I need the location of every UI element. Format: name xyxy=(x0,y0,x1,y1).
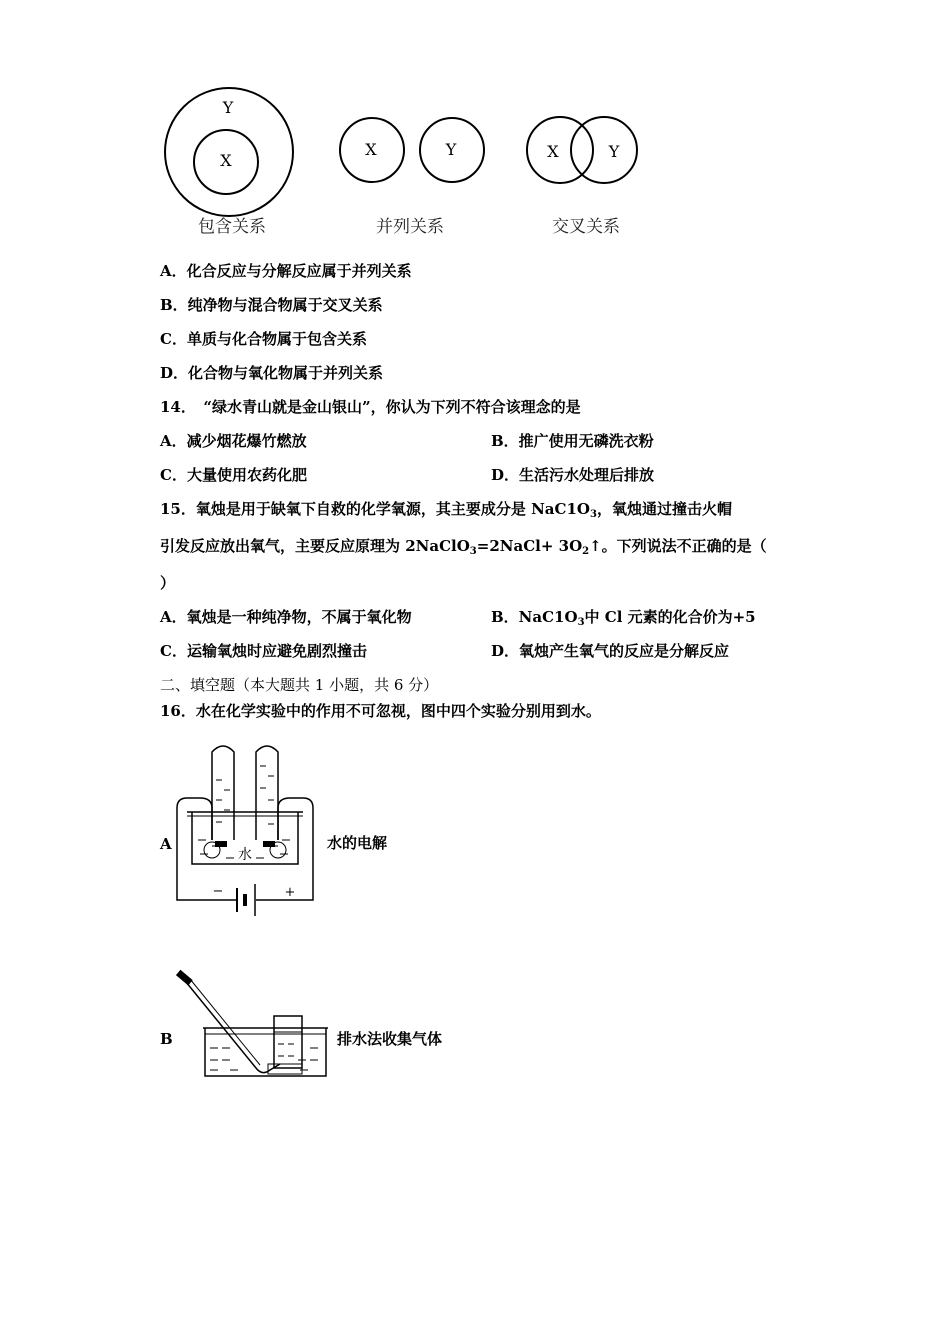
parallel-right-label: Y xyxy=(445,140,457,159)
q15-line1-text: 15．氧烛是用于缺氧下自救的化学氧源，其主要成分是 NaC1O xyxy=(160,500,590,518)
q13-option-b: B．纯净物与混合物属于交叉关系 xyxy=(160,296,383,314)
q15-line1-subscript: 3 xyxy=(589,509,597,520)
q15-stem-line2 xyxy=(160,536,767,556)
battery-minus-label: − xyxy=(212,884,224,899)
electrolysis-apparatus xyxy=(170,740,325,925)
q15-option-a: A．氧烛是一种纯净物，不属于氧化物 xyxy=(160,608,412,626)
q15-option-c: C．运输氧烛时应避免剧烈撞击 xyxy=(160,642,367,660)
q15-option-b xyxy=(491,607,756,627)
q14-stem: 14． “绿水青山就是金山银山”，你认为下列不符合该理念的是 xyxy=(160,398,581,416)
q15-option-d: D．氧烛产生氧气的反应是分解反应 xyxy=(491,642,730,660)
exp-a-label: 水的电解 xyxy=(327,834,388,852)
q15-line2-text-mid: =2NaCl+ 3O xyxy=(476,537,583,555)
parallel-diagram xyxy=(340,118,484,182)
q15-line2-text-end: ↑。下列说法不正确的是（ xyxy=(589,537,767,555)
q14-option-c: C．大量使用农药化肥 xyxy=(160,466,307,484)
parallel-caption: 并列关系 xyxy=(376,217,444,237)
gas-collection-apparatus xyxy=(170,968,335,1083)
q15-option-b-text: B．NaC1O xyxy=(491,608,578,626)
containment-diagram xyxy=(165,88,293,216)
exp-b-label: 排水法收集气体 xyxy=(337,1030,443,1048)
exp-b-letter: B xyxy=(160,1030,173,1048)
q15-option-b-subscript: 3 xyxy=(577,617,585,628)
q15-line2-subscript-1: 3 xyxy=(469,546,477,557)
intersect-right-label: Y xyxy=(608,142,620,161)
q13-option-d: D．化合物与氧化物属于并列关系 xyxy=(160,364,384,382)
containment-caption: 包含关系 xyxy=(198,217,266,237)
q15-line2-text: 引发反应放出氧气，主要反应原理为 2NaClO xyxy=(160,537,470,555)
q15-option-b-text-end: 中 Cl 元素的化合价为+5 xyxy=(584,608,756,626)
battery-plus-label: + xyxy=(284,885,296,900)
q13-option-a: A．化合反应与分解反应属于并列关系 xyxy=(160,262,412,280)
q13-option-c: C．单质与化合物属于包含关系 xyxy=(160,330,367,348)
intersect-left-label: X xyxy=(547,142,559,161)
parallel-left-label: X xyxy=(365,140,377,159)
q15-line1-text-end: ，氧烛通过撞击火帽 xyxy=(596,500,732,518)
q14-option-b: B．推广使用无磷洗衣粉 xyxy=(491,432,654,450)
q15-stem-line3: ） xyxy=(160,574,176,592)
q14-option-a: A．减少烟花爆竹燃放 xyxy=(160,432,307,450)
section-heading: 二、填空题（本大题共 1 小题，共 6 分） xyxy=(160,676,439,694)
intersect-diagram xyxy=(527,117,637,183)
water-label: 水 xyxy=(238,847,252,863)
q16-stem: 16．水在化学实验中的作用不可忽视，图中四个实验分别用到水。 xyxy=(160,702,601,720)
exp-a-letter: A xyxy=(160,835,172,853)
q14-option-d: D．生活污水处理后排放 xyxy=(491,466,655,484)
containment-outer-label: Y xyxy=(222,98,234,117)
intersect-caption: 交叉关系 xyxy=(552,217,620,237)
containment-inner-label: X xyxy=(220,151,232,170)
q15-stem-line1 xyxy=(160,499,732,519)
q15-line2-subscript-2: 2 xyxy=(582,546,590,557)
